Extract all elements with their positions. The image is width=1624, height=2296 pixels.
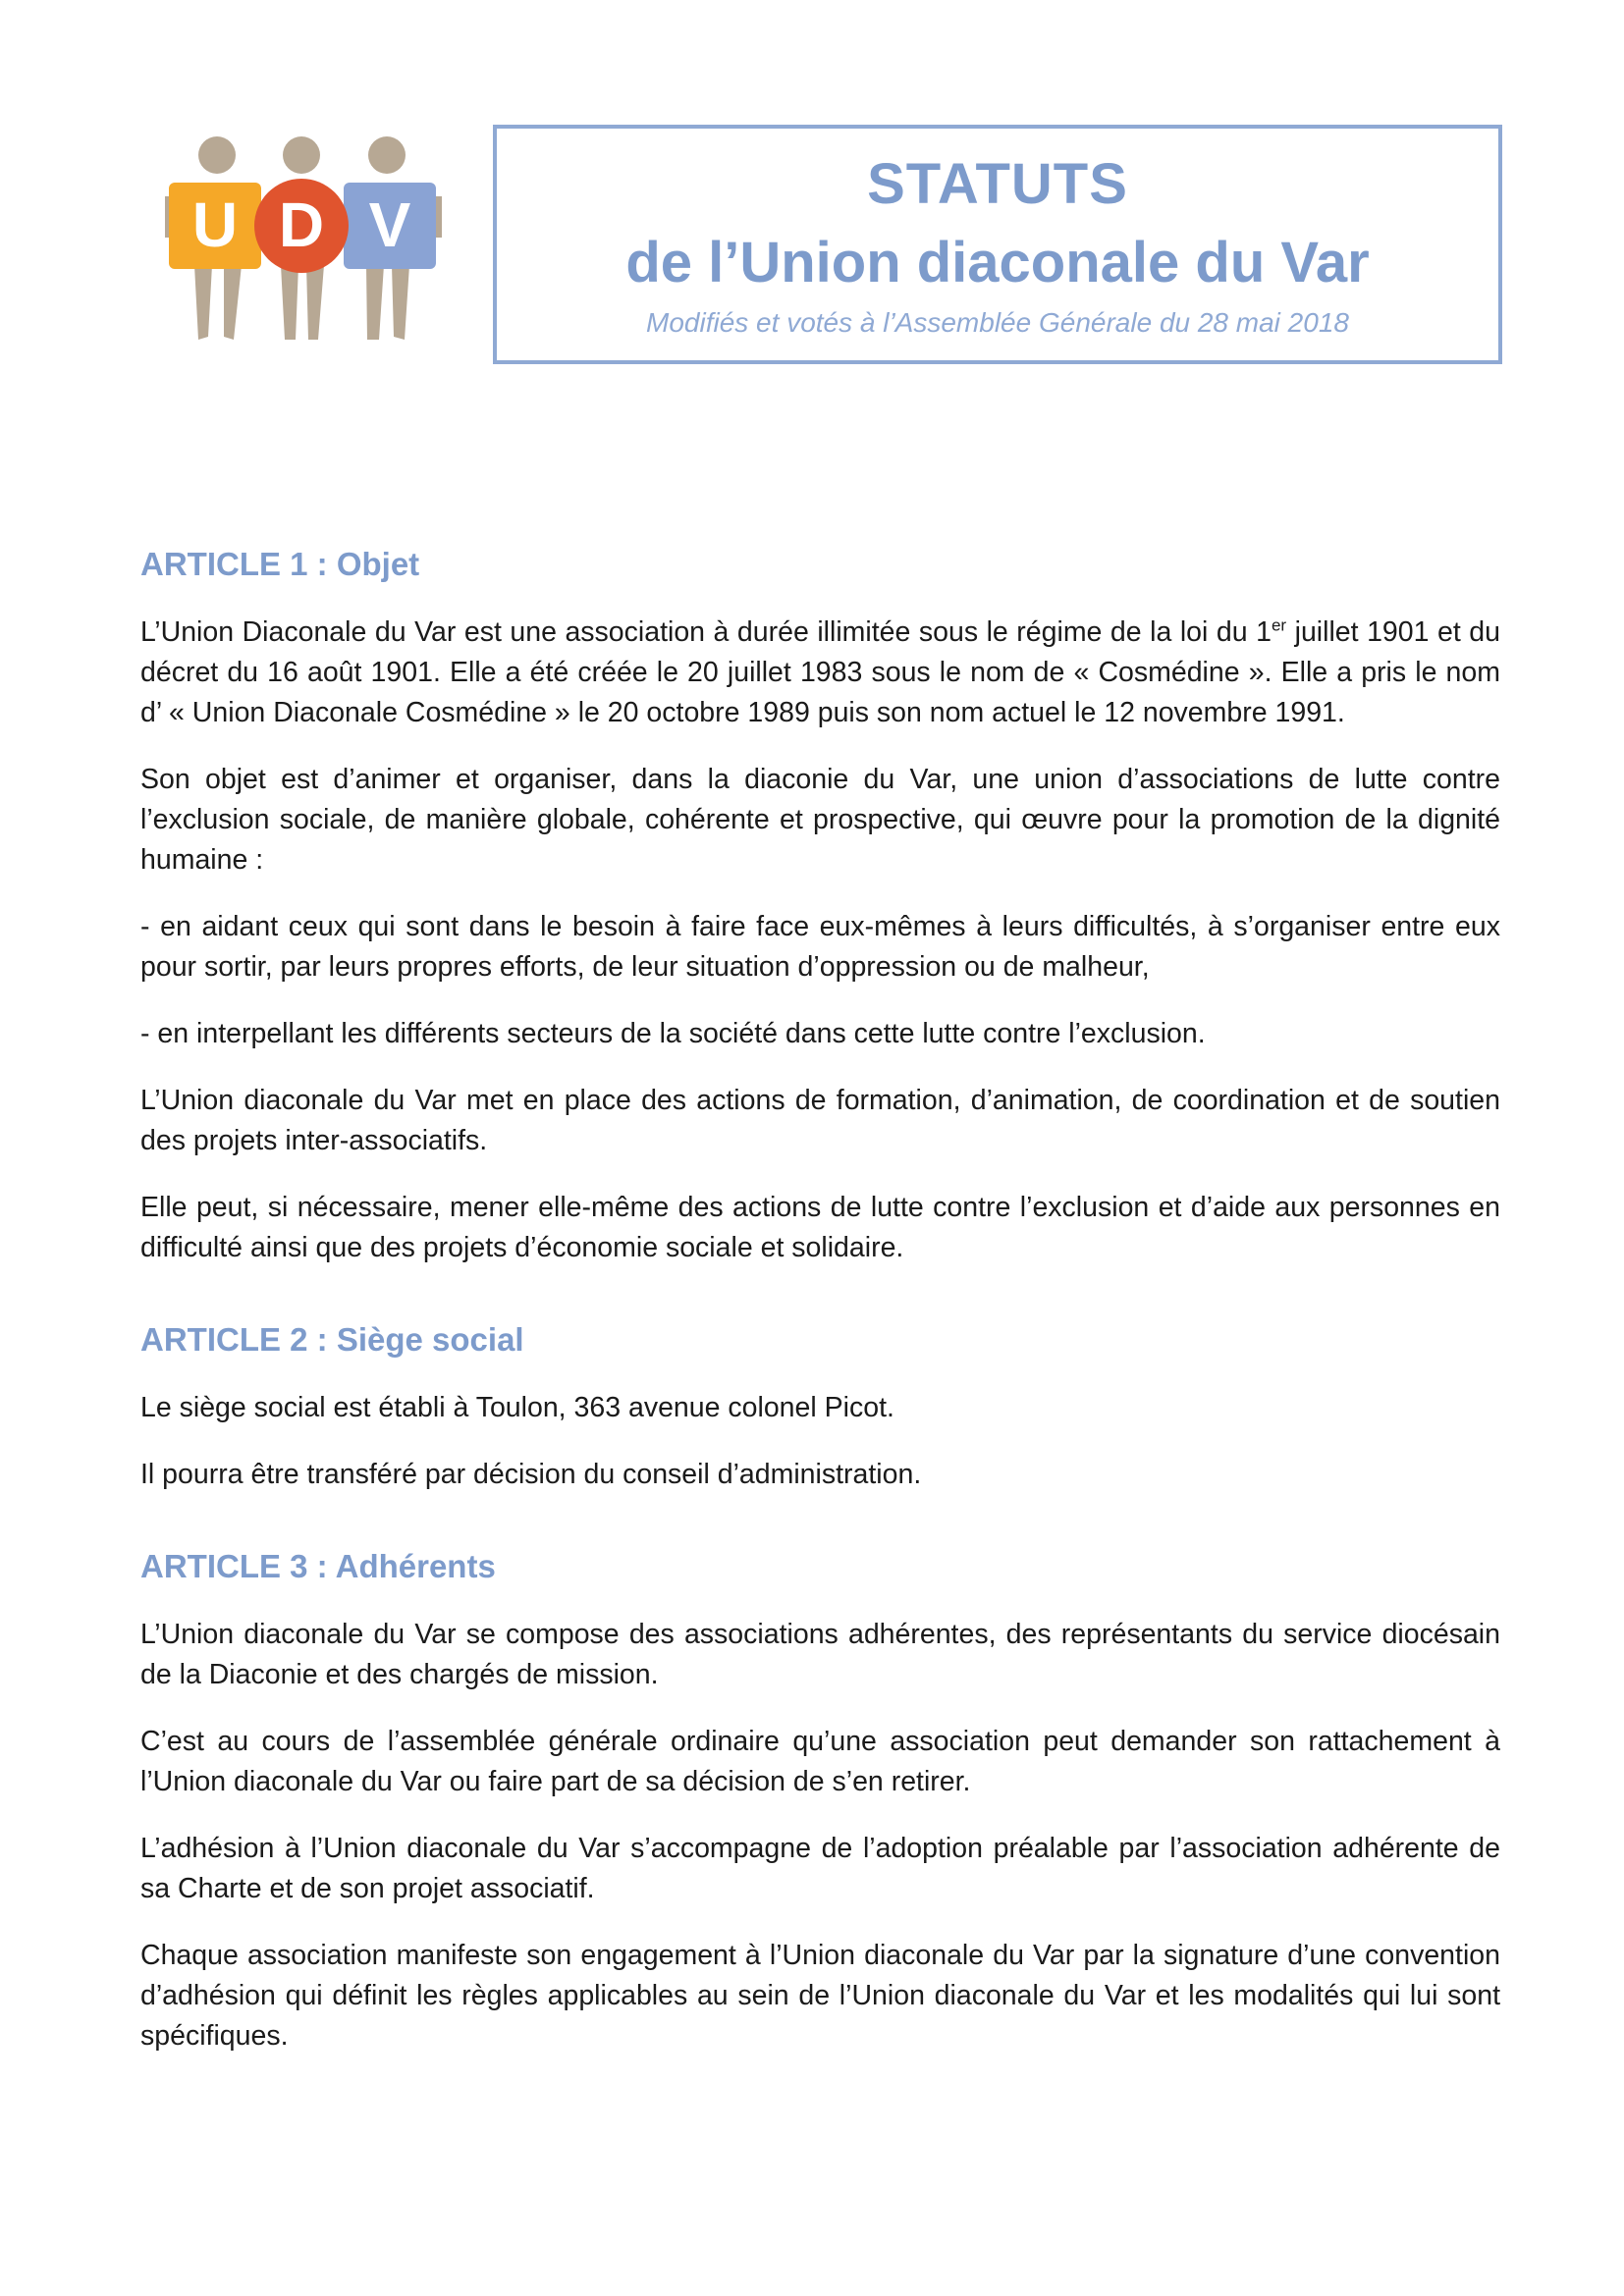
logo-legs-u: [194, 265, 242, 340]
logo-head-v: [368, 136, 406, 174]
article-3-paragraph-1: L’Union diaconale du Var se compose des associations adhérentes, des représentants du service diocésain de la Diaconie et des chargés de mission.: [140, 1619, 1500, 1690]
article-1-p1-part1: L’Union Diaconale du Var est une association à durée illimitée sous le régime de la loi du 1: [140, 616, 1272, 648]
title-box: [493, 125, 1502, 364]
article-3-paragraph-3: L’adhésion à l’Union diaconale du Var s’accompagne de l’adoption préalable par l’association adhérente de sa Charte et de son projet associatif.: [140, 1833, 1500, 1904]
article-2-paragraph-2: Il pourra être transféré par décision du conseil d’administration.: [140, 1459, 922, 1490]
page-subtitle: Modifiés et votés à l’Assemblée Générale du 28 mai 2018: [646, 307, 1349, 338]
logo-letter-v: V: [368, 189, 411, 260]
logo-legs-d: [281, 265, 324, 340]
article-1-heading: ARTICLE 1 : Objet: [140, 546, 420, 582]
logo-legs-v: [366, 265, 409, 340]
article-1-p1-part2: juillet 1901 et du décret du 16 août 1901. Elle a été créée le 20 juillet 1983 sous le nom de « Cosmédine ». Elle a pris le nom d’ « Union Diaconale Cosmédine » le 20 octobre 1989 puis son nom actuel le 12 novembre 1991.: [140, 616, 1500, 728]
article-2-heading: ARTICLE 2 : Siège social: [140, 1321, 524, 1358]
article-1-paragraph-4: - en interpellant les différents secteurs de la société dans cette lutte contre l’exclusion.: [140, 1018, 1206, 1049]
article-1-paragraph-2: Son objet est d’animer et organiser, dans la diaconie du Var, une union d’associations de lutte contre l’exclusion sociale, de manière globale, cohérente et prospective, qui œuvre pour la promotion de la dignité humaine :: [140, 764, 1500, 876]
logo-head-d: [283, 136, 320, 174]
logo-letter-d: D: [278, 189, 325, 260]
logo-head-u: [198, 136, 236, 174]
udv-logo: [165, 135, 442, 353]
article-1-paragraph-6: Elle peut, si nécessaire, mener elle-même des actions de lutte contre l’exclusion et d’aide aux personnes en difficulté ainsi que des projets d’économie sociale et solidaire.: [140, 1192, 1500, 1263]
article-3-paragraph-4: Chaque association manifeste son engagement à l’Union diaconale du Var par la signature d’une convention d’adhésion qui définit les règles applicables au sein de l’Union diaconale du Var et les modalités qui lui sont spécifiques.: [140, 1940, 1500, 2052]
document-body: [140, 538, 1500, 2056]
page-title: STATUTS: [867, 152, 1128, 216]
article-1-paragraph-3: - en aidant ceux qui sont dans le besoin à faire face eux-mêmes à leurs difficultés, à s’organiser entre eux pour sortir, par leurs propres efforts, de leur situation d’oppression ou de malheur,: [140, 911, 1500, 983]
article-3-paragraph-2: C’est au cours de l’assemblée générale ordinaire qu’une association peut demander son rattachement à l’Union diaconale du Var ou faire part de sa décision de s’en retirer.: [140, 1726, 1500, 1797]
page-title-line2: de l’Union diaconale du Var: [625, 231, 1370, 294]
article-1-p1-superscript: er: [1271, 615, 1287, 635]
article-1-paragraph-5: L’Union diaconale du Var met en place des actions de formation, d’animation, de coordination et de soutien des projets inter-associatifs.: [140, 1085, 1500, 1156]
logo-letter-u: U: [191, 189, 239, 260]
article-1-paragraph-1: [140, 613, 1500, 733]
article-3-heading: ARTICLE 3 : Adhérents: [140, 1548, 496, 1584]
article-2-paragraph-1: Le siège social est établi à Toulon, 363 avenue colonel Picot.: [140, 1392, 894, 1423]
